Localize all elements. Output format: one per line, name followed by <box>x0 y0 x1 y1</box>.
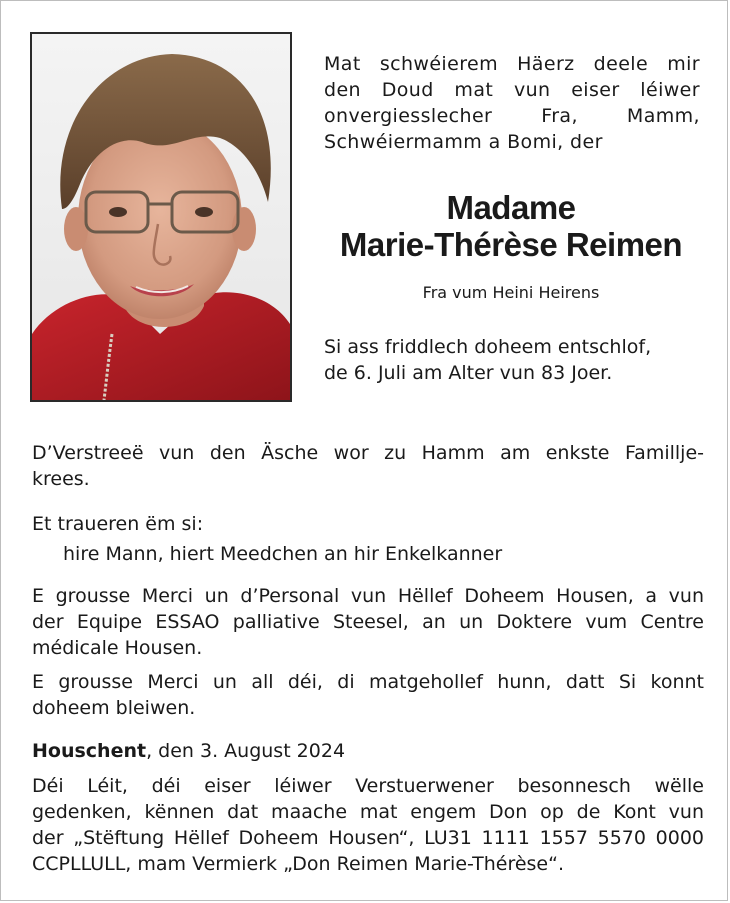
donation-line: gedenken, kënnen dat maache mat engem Don op de Kont vun <box>32 801 704 823</box>
donation-line: CCPLLULL, mam Vermierk „Don Reimen Marie-Thérèse“. <box>32 853 565 875</box>
thanks-all-line: doheem bleiwen. <box>32 697 196 719</box>
mourners-heading-text: Et traueren ëm si: <box>32 513 204 535</box>
mourners-heading <box>32 511 704 537</box>
donation-paragraph <box>32 773 704 877</box>
donation-line: der „Stëftung Hëllef Doheem Housen“, LU31 1111 1557 5570 0000 <box>32 827 704 849</box>
thanks-staff-line: médicale Housen. <box>32 637 203 659</box>
intro-line: den Doud mat vun eiser léiwer <box>324 79 700 101</box>
place-name: Houschent <box>32 740 147 762</box>
thanks-all-line: E grousse Merci un all déi, di matgehollef hunn, datt Si konnt <box>32 671 704 693</box>
death-text <box>324 334 704 386</box>
donation-line: Déi Léit, déi eiser léiwer Verstuerwener besonnesch wëlle <box>32 775 704 797</box>
intro-line: onvergiesslecher Fra, Mamm, <box>324 105 700 127</box>
ashes-line: krees. <box>32 468 90 490</box>
thanks-staff-line: der Equipe ESSAO palliative Steesel, an un Doktere vum Centre <box>32 611 704 633</box>
deceased-name <box>311 189 711 263</box>
death-line: Si ass friddlech doheem entschlof, <box>324 336 652 358</box>
ashes-paragraph <box>32 440 704 492</box>
ashes-line: D’Verstreeë vun den Äsche wor zu Hamm am enkste Familljе- <box>32 442 704 464</box>
portrait-illustration <box>32 34 290 400</box>
spouse-line: Fra vum Heini Heirens <box>422 283 600 302</box>
death-line: de 6. Juli am Alter vun 83 Joer. <box>324 362 613 384</box>
intro-line: Schwéiermamm a Bomi, der <box>324 131 603 153</box>
thanks-staff-line: E grousse Merci un d’Personal vun Hëllef Doheem Housen, a vun <box>32 585 704 607</box>
intro-line: Mat schwéierem Häerz deele mir <box>324 53 700 75</box>
thanks-all-paragraph <box>32 669 704 721</box>
place-date <box>32 738 704 764</box>
portrait-photo <box>30 32 292 402</box>
name-full: Marie-Thérèse Reimen <box>339 226 683 263</box>
thanks-staff-paragraph <box>32 583 704 661</box>
intro-text <box>324 51 700 155</box>
date-text: , den 3. August 2024 <box>146 740 346 762</box>
mourners-list <box>63 541 703 567</box>
name-title: Madame <box>446 189 576 226</box>
mourners-text: hire Mann, hiert Meedchen an hir Enkelkanner <box>63 543 503 565</box>
